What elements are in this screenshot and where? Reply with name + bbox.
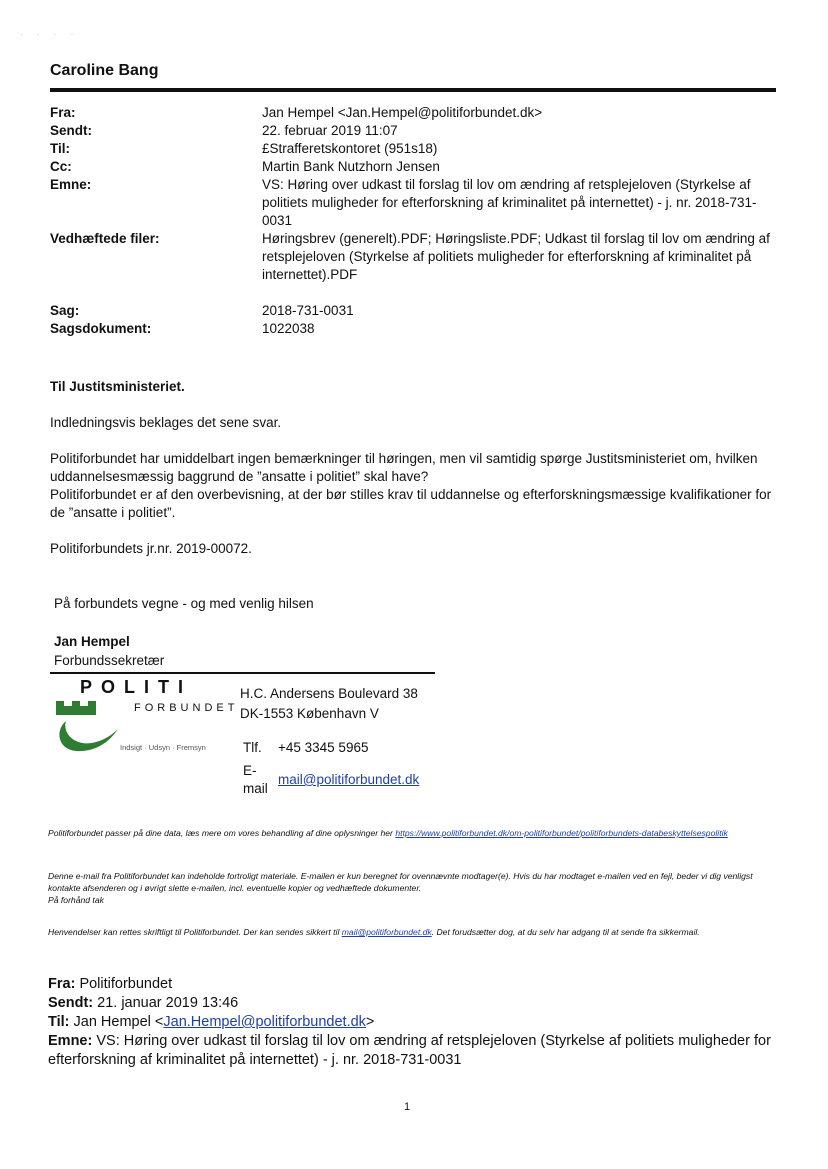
- confidentiality-text: Denne e-mail fra Politiforbundet kan indeholde fortroligt materiale. E-mailen er kun beregnet for ovennævnte modtager(e). Hvis du har modtaget e-mailen ved en fejl, beder vi dig venligst kontakte afsenderen og i øvrigt slette e-mailen, incl. eventuelle kopier og vedhæftede dokumenter.: [48, 871, 753, 893]
- fwd-to: [48, 1013, 778, 1032]
- field-sent: [50, 122, 776, 140]
- field-label: Fra:: [50, 105, 76, 120]
- privacy-text: Politiforbundet passer på dine data, læs mere om vores behandling af dine oplysninger her: [48, 828, 396, 838]
- secure-mail-notice: [48, 926, 778, 938]
- fwd-label: Fra:: [48, 976, 76, 992]
- secure-mail-text: Henvendelser kan rettes skriftligt til Politiforbundet. Der kan sendes sikkert til: [48, 927, 342, 937]
- fwd-label: Sendt:: [48, 995, 94, 1011]
- field-case: [50, 302, 776, 320]
- field-value: £Strafferetskontoret (951s18): [262, 141, 438, 156]
- body-paragraph: Politiforbundet er af den overbevisning, at der bør stilles krav til uddannelse og efterforskningsmæssige kvalifikationer for de ”ansatte i politiet”.: [50, 487, 772, 520]
- field-value: Høringsbrev (generelt).PDF; Høringsliste.PDF; Udkast til forslag til lov om ændring af retsplejeloven (Styrkelse af politiets muligheder for efterforskning af kriminalitet på internettet).PDF: [262, 231, 770, 282]
- email-label-1: E-: [243, 763, 257, 778]
- secure-mail-link[interactable]: mail@politiforbundet.dk: [341, 927, 432, 937]
- tel-label: Tlf.: [243, 740, 262, 755]
- body-paragraph: Indledningsvis beklages det sene svar.: [50, 415, 282, 430]
- address-line: DK-1553 København V: [240, 706, 379, 721]
- email-link[interactable]: mail@politiforbundet.dk: [278, 772, 420, 787]
- address-line: H.C. Andersens Boulevard 38: [240, 686, 418, 701]
- field-value: 1022038: [262, 321, 315, 336]
- field-value: VS: Høring over udkast til forslag til lov om ændring af retsplejeloven (Styrkelse af politiets muligheder for efterforskning af kriminalitet på internettet) - j. nr. 2018-731-0031: [262, 177, 757, 228]
- signature-block: [54, 594, 314, 670]
- field-value: 2018-731-0031: [262, 303, 354, 318]
- secure-mail-tail: . Det forudsætter dog, at du selv har adgang til at sende fra sikkermail.: [431, 927, 700, 937]
- privacy-notice: [48, 827, 778, 839]
- forwarded-header: [48, 975, 778, 1070]
- signature-name: Jan Hempel: [54, 634, 130, 649]
- thanks-text: På forhånd tak: [48, 895, 104, 905]
- field-label: Til:: [50, 141, 70, 156]
- field-label: Emne:: [50, 177, 92, 192]
- logo-tagline: Indsigt · Udsyn · Fremsyn: [120, 743, 206, 752]
- fwd-value: >: [365, 1014, 375, 1030]
- fwd-label: Emne:: [48, 1033, 93, 1049]
- signature-rule: [50, 672, 435, 674]
- page-number: 1: [404, 1101, 411, 1113]
- fwd-value: VS: Høring over udkast til forslag til lov om ændring af retsplejeloven (Styrkelse af politiets muligheder for efterforskning af kriminalitet på internettet) - j. nr. 2018-731-0031: [48, 1033, 771, 1068]
- fwd-sent: [48, 994, 778, 1013]
- fwd-subject: [48, 1032, 778, 1070]
- mailbox-owner-name: Caroline Bang: [50, 62, 159, 79]
- fwd-value: 21. januar 2019 13:46: [97, 995, 239, 1011]
- logo-subtitle: FORBUNDET: [134, 702, 239, 714]
- email-label-2: mail: [243, 781, 268, 796]
- tel-number: +45 3345 5965: [278, 740, 369, 755]
- fwd-value: Politiforbundet: [79, 976, 173, 992]
- address: [240, 684, 418, 724]
- fwd-from: [48, 975, 778, 994]
- field-label: Cc:: [50, 159, 72, 174]
- field-cc: [50, 158, 776, 176]
- field-value: 22. februar 2019 11:07: [262, 123, 398, 138]
- field-label: Vedhæftede filer:: [50, 231, 160, 246]
- body-paragraph: Politiforbundets jr.nr. 2019-00072.: [50, 541, 252, 556]
- body-paragraph: Politiforbundet har umiddelbart ingen bemærkninger til høringen, men vil samtidig spørge Justitsministeriet om, hvilken uddannelsesmæssig baggrund de ”ansatte i politiet” skal have?: [50, 451, 758, 484]
- field-attachments: [50, 230, 776, 284]
- salutation: Til Justitsministeriet.: [50, 379, 185, 394]
- field-label: Sendt:: [50, 123, 92, 138]
- fwd-to-link[interactable]: Jan.Hempel@politiforbundet.dk: [163, 1014, 366, 1030]
- signature-title: Forbundssekretær: [54, 653, 165, 668]
- scan-artifact: · · · ·: [20, 30, 80, 39]
- email-header: [50, 104, 776, 338]
- fwd-label: Til:: [48, 1014, 70, 1030]
- confidentiality-notice: [48, 870, 778, 906]
- field-label: Sagsdokument:: [50, 321, 152, 336]
- field-label: Sag:: [50, 303, 80, 318]
- privacy-link[interactable]: https://www.politiforbundet.dk/om-politiforbundet/politiforbundets-databeskyttelsespolitik: [395, 828, 728, 838]
- logo-title: POLITI: [80, 677, 192, 697]
- fwd-value: Jan Hempel <: [73, 1014, 164, 1030]
- field-to: [50, 140, 776, 158]
- closing: På forbundets vegne - og med venlig hilsen: [54, 596, 314, 611]
- header-rule: [50, 88, 776, 92]
- field-case-document: [50, 320, 776, 338]
- field-value: Martin Bank Nutzhorn Jensen: [262, 159, 440, 174]
- field-from: [50, 104, 776, 122]
- field-value: Jan Hempel <Jan.Hempel@politiforbundet.dk>: [262, 105, 543, 120]
- email-body: [50, 378, 780, 558]
- field-subject: [50, 176, 776, 230]
